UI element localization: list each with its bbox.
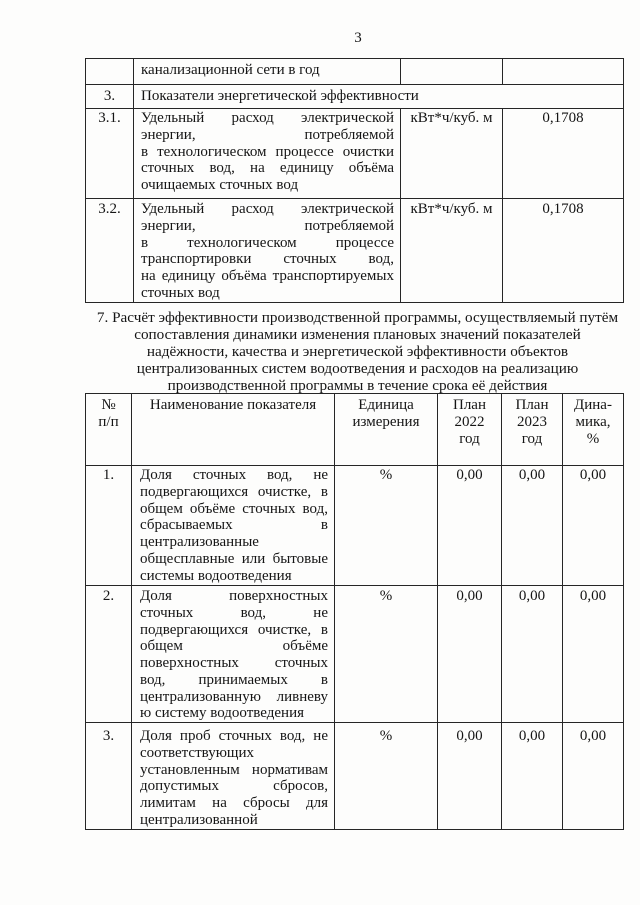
indicator-name-line: соответствующих <box>140 744 254 761</box>
indicator-name-line: сточных вод, на единицу объёма <box>141 160 394 177</box>
unit-cell: % <box>335 466 438 586</box>
indicator-name-line: лимитам на сбросы для <box>140 795 328 811</box>
header-line: 2022 <box>454 413 485 430</box>
indicator-name-cell <box>134 109 401 199</box>
value-cell <box>503 59 624 85</box>
indicator-name-line: сбрасываемых в <box>140 517 328 534</box>
indicator-name-line: централизованную ливневу <box>140 688 328 705</box>
indicator-name-cell <box>132 586 335 723</box>
indicator-name-line: Удельный расход электрической <box>141 110 394 126</box>
header-line: мика, <box>575 413 611 430</box>
header-dynamics <box>563 394 624 466</box>
indicator-name-line: Удельный расход электрической <box>141 201 394 217</box>
header-plan-2022 <box>438 394 502 466</box>
row-number-cell: 2. <box>86 586 132 723</box>
indicator-name-line: общем объёме <box>140 638 328 655</box>
section-heading-line: производственной программы в течение срока её действия <box>167 377 548 394</box>
section-heading-line: 7. Расчёт эффективности производственной программы, осуществляемый путём <box>96 309 619 326</box>
header-line: п/п <box>98 413 119 430</box>
indicator-name-line: в технологическом процессе очистки <box>141 143 394 160</box>
section-heading-line: сопоставления динамики изменения плановых значений показателей <box>134 326 581 343</box>
page-number: 3 <box>354 30 362 46</box>
indicator-name-line: подвергающихся очистке, в <box>140 621 328 638</box>
header-plan-2023 <box>502 394 563 466</box>
dynamics-cell: 0,00 <box>563 723 624 830</box>
indicator-name-line: вод, принимаемых в <box>140 671 328 688</box>
row-number-cell: 1. <box>86 466 132 586</box>
dynamics-cell: 0,00 <box>563 586 624 723</box>
indicator-name-line: системы водоотведения <box>140 567 292 584</box>
header-line: План <box>515 397 549 413</box>
table-row <box>86 59 624 85</box>
indicator-name-line: общем объёме сточных вод, <box>140 500 328 517</box>
indicator-name-line: централизованные <box>140 534 259 550</box>
table-row <box>86 199 624 303</box>
table-header-row <box>86 394 624 466</box>
plan-2022-cell: 0,00 <box>438 586 502 723</box>
row-number-cell <box>86 59 134 85</box>
indicator-name-line: сточных вод, не <box>140 604 328 621</box>
indicator-name-line: энергии, потребляемой <box>141 126 394 143</box>
indicator-name-line: канализационной сети в год <box>141 62 320 78</box>
plan-2023-cell: 0,00 <box>502 466 563 586</box>
header-line: План <box>452 397 486 413</box>
table-row <box>86 466 624 586</box>
section-title-cell: Показатели энергетической эффективности <box>134 85 624 109</box>
indicator-name-line: в технологическом процессе <box>141 234 394 251</box>
header-line: измерения <box>352 413 420 430</box>
table-row <box>86 723 624 830</box>
efficiency-calculation-table <box>85 393 624 830</box>
header-number <box>86 394 132 466</box>
value-cell: 0,1708 <box>503 199 624 303</box>
header-line: Единица <box>358 397 414 413</box>
header-line: год <box>521 430 543 447</box>
indicator-name-line: поверхностных сточных <box>140 655 328 671</box>
indicator-name-line: Доля поверхностных <box>140 588 328 604</box>
indicator-name-line: на единицу объёма транспортируемых <box>141 268 394 284</box>
plan-2022-cell: 0,00 <box>438 466 502 586</box>
indicator-name-line: общесплавные или бытовые <box>140 550 328 567</box>
indicator-name-line: транспортировки сточных вод, <box>141 251 394 268</box>
indicator-name-cell <box>132 466 335 586</box>
indicator-name-line: установленным нормативам <box>140 761 328 778</box>
indicator-name-line: энергии, потребляемой <box>141 217 394 234</box>
header-line: Дина- <box>574 397 612 413</box>
indicator-name-cell <box>134 59 401 85</box>
header-line: % <box>586 430 600 447</box>
indicator-name-line: очищаемых сточных вод <box>141 177 299 193</box>
unit-cell: % <box>335 586 438 723</box>
indicator-name-line: допустимых сбросов, <box>140 778 328 795</box>
header-unit <box>335 394 438 466</box>
indicator-name-line: Доля проб сточных вод, не <box>140 728 328 744</box>
indicators-table-continued <box>85 58 624 303</box>
section-row <box>86 85 624 109</box>
unit-cell: кВт*ч/куб. м <box>401 199 503 303</box>
indicator-name-cell <box>134 199 401 303</box>
indicator-name-line: подвергающихся очистке, в <box>140 483 328 500</box>
section-heading-line: надёжности, качества и энергетической эффективности объектов <box>146 343 569 360</box>
plan-2022-cell: 0,00 <box>438 723 502 830</box>
indicator-name-line: централизованной <box>140 811 258 828</box>
dynamics-cell: 0,00 <box>563 466 624 586</box>
unit-cell <box>401 59 503 85</box>
row-number-cell: 3.1. <box>86 109 134 199</box>
plan-2023-cell: 0,00 <box>502 723 563 830</box>
indicator-name-line: ю систему водоотведения <box>140 705 304 722</box>
table-row <box>86 586 624 723</box>
header-line: год <box>459 430 480 447</box>
unit-cell: % <box>335 723 438 830</box>
indicator-name-line: сточных вод <box>141 284 220 301</box>
section-7-heading <box>76 309 639 394</box>
value-cell: 0,1708 <box>503 109 624 199</box>
row-number-cell: 3. <box>86 723 132 830</box>
unit-cell: кВт*ч/куб. м <box>401 109 503 199</box>
section-heading-line: централизованных систем водоотведения и расходов на реализацию <box>136 360 579 377</box>
header-line: № <box>101 397 116 413</box>
header-indicator-name: Наименование показателя <box>132 394 335 466</box>
indicator-name-line: Доля сточных вод, не <box>140 467 328 483</box>
plan-2023-cell: 0,00 <box>502 586 563 723</box>
header-line: 2023 <box>517 413 547 430</box>
indicator-name-cell <box>132 723 335 830</box>
row-number-cell: 3. <box>86 85 134 109</box>
table-row <box>86 109 624 199</box>
row-number-cell: 3.2. <box>86 199 134 303</box>
